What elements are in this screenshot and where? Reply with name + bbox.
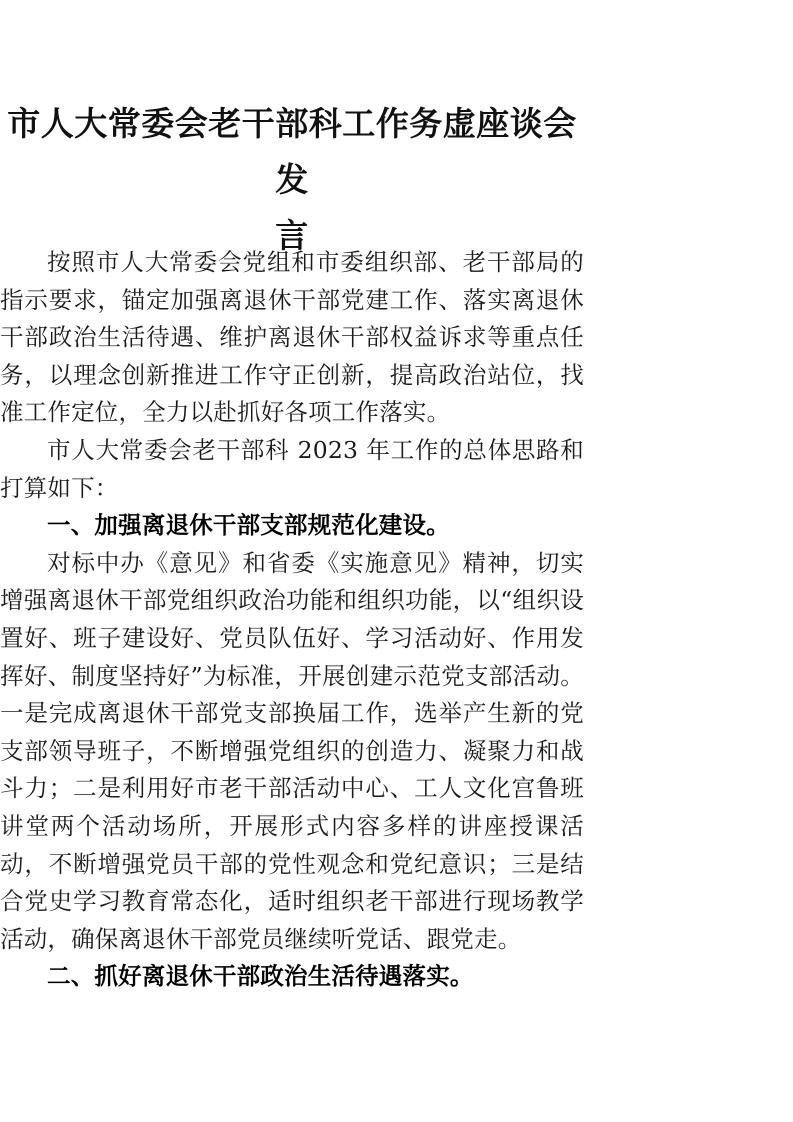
heading-section-two: 二、抓好离退休干部政治生活待遇落实。	[47, 962, 474, 991]
document-body	[0, 244, 584, 996]
paragraph-intro: 按照市人大常委会党组和市委组织部、老干部局的指示要求，锚定加强离退休干部党建工作、落实离退休干部政治生活待遇、维护离退休干部权益诉求等重点任务，以理念创新推进工作守正创新，提高政治站位，找准工作定位，全力以赴抓好各项工作落实。	[0, 248, 584, 427]
paragraph-section-one-body: 对标中办《意见》和省委《实施意见》精神，切实增强离退休干部党组织政治功能和组织功能，以“组织设置好、班子建设好、党员队伍好、学习活动好、作用发挥好、制度坚持好”为标准，开展创建示范党支部活动。一是完成离退休干部党支部换届工作，选举产生新的党支部领导班子，不断增强党组织的创造力、凝聚力和战斗力；二是利用好市老干部活动中心、工人文化宫鲁班讲堂两个活动场所，开展形式内容多样的讲座授课活动，不断增强党员干部的党性观念和党纪意识；三是结合党史学习教育常态化，适时组织老干部进行现场教学活动，确保离退休干部党员继续听党话、跟党走。	[0, 548, 584, 953]
page-title-line-1: 市人大常委会老干部科工作务虚座谈会发	[7, 104, 577, 199]
page-title-line-2: 言	[275, 216, 309, 255]
paragraph-overall-plan: 市人大常委会老干部科 2023 年工作的总体思路和打算如下：	[0, 435, 584, 502]
page-title	[0, 96, 584, 264]
heading-section-one: 一、加强离退休干部支部规范化建设。	[47, 511, 450, 540]
